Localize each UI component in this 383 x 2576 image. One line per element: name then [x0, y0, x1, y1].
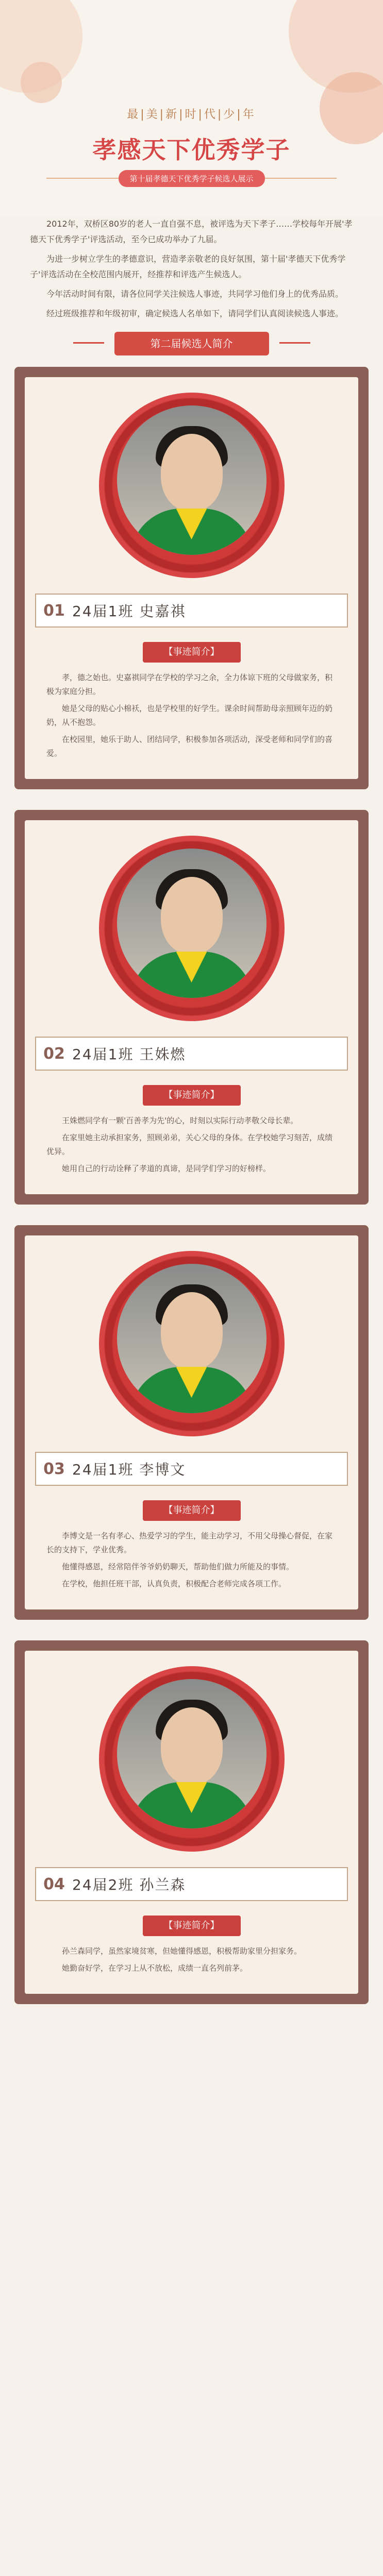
candidate-name: 24届2班 孙兰森 [72, 1876, 186, 1893]
intro [0, 216, 383, 321]
story-paragraph: 她是父母的贴心小棉袄，也是学校里的好学生。课余时间帮助母亲照顾年迈的奶奶，从不抱怨。 [46, 704, 333, 727]
candidate-name: 24届1班 史嘉祺 [72, 603, 186, 620]
page-subtitle: 最|美|新|时|代|少|年 [127, 108, 256, 121]
story-paragraph: 在家里她主动承担家务，照顾弟弟，关心父母的身体。在学校她学习刻苦，成绩优异。 [46, 1133, 333, 1156]
candidate-card [14, 1225, 369, 1620]
name-bar [35, 1867, 348, 1901]
name-bar [35, 1037, 348, 1071]
story-paragraph: 他懂得感恩，经常陪伴爷爷奶奶聊天，帮助他们做力所能及的事情。 [62, 1562, 294, 1571]
story-paragraph: 孙兰森同学，虽然家境贫寒，但她懂得感恩，积极帮助家里分担家务。 [62, 1946, 302, 1956]
candidate-card [14, 1640, 369, 2004]
candidate-photo [117, 849, 267, 998]
story-paragraph: 王姝燃同学有一颗'百善孝为先'的心，时刻以实际行动孝敬父母长辈。 [62, 1116, 298, 1125]
name-bar [35, 1452, 348, 1486]
intro-paragraph: 为进一步树立学生的孝德意识，营造孝亲敬老的良好氛围，第十届'孝德天下优秀学子'评选活动在全校范围内展开，经推荐和评选产生候选人。 [30, 254, 346, 279]
divider [46, 178, 124, 179]
divider [259, 178, 337, 179]
intro-paragraph: 经过班级推荐和年级初审，确定候选人名单如下，请同学们认真阅读候选人事迹。 [46, 309, 344, 318]
name-bar [35, 594, 348, 628]
intro-paragraph: 2012年，双桥区80岁的老人一直自强不息，被评选为天下孝子……学校每年开展'孝德天下优秀学子'评选活动，至今已成功举办了九届。 [30, 219, 353, 244]
intro-paragraph: 今年活动时间有限，请各位同学关注候选人事迹，共同学习他们身上的优秀品质。 [46, 289, 344, 299]
candidate-photo [117, 1264, 267, 1413]
candidate-name: 24届1班 李博文 [72, 1461, 186, 1478]
story-paragraph: 她用自己的行动诠释了孝道的真谛，是同学们学习的好榜样。 [62, 1164, 271, 1173]
candidate-photo [117, 405, 267, 555]
story-heading: 【事迹简介】 [143, 1085, 241, 1106]
candidate-card [14, 810, 369, 1205]
candidate-number: 03 [43, 1460, 65, 1478]
deco-circle [21, 62, 62, 103]
story-paragraph: 在学校，他担任班干部，认真负责，积极配合老师完成各项工作。 [62, 1579, 287, 1588]
story-paragraph: 孝，德之始也。史嘉祺同学在学校的学习之余，全力体谅下班的父母做家务，积极为家庭分担。 [46, 673, 333, 696]
story-paragraph: 在校园里，她乐于助人、团结同学，积极参加各项活动，深受老师和同学们的喜爱。 [46, 735, 333, 758]
candidate-photo [117, 1679, 267, 1828]
candidate-name: 24届1班 王姝燃 [72, 1046, 186, 1063]
title-tag: 第十届孝德天下优秀学子候选人展示 [118, 170, 264, 187]
candidate-number: 01 [43, 601, 65, 620]
section-title: 第二届候选人简介 [114, 332, 269, 355]
story-paragraph: 李博文是一名有孝心、热爱学习的学生，能主动学习，不用父母操心督促，在家长的支持下，学业优秀。 [46, 1531, 333, 1554]
candidate-number: 04 [43, 1875, 65, 1893]
header [0, 0, 383, 216]
story-heading: 【事迹简介】 [143, 1500, 241, 1521]
story-heading: 【事迹简介】 [143, 642, 241, 663]
story-heading: 【事迹简介】 [143, 1916, 241, 1936]
candidate-card [14, 367, 369, 789]
page-title: 孝感天下优秀学子 [92, 136, 291, 164]
story-paragraph: 她勤奋好学，在学习上从不放松，成绩一直名列前茅。 [62, 1963, 248, 1973]
candidate-number: 02 [43, 1044, 65, 1063]
